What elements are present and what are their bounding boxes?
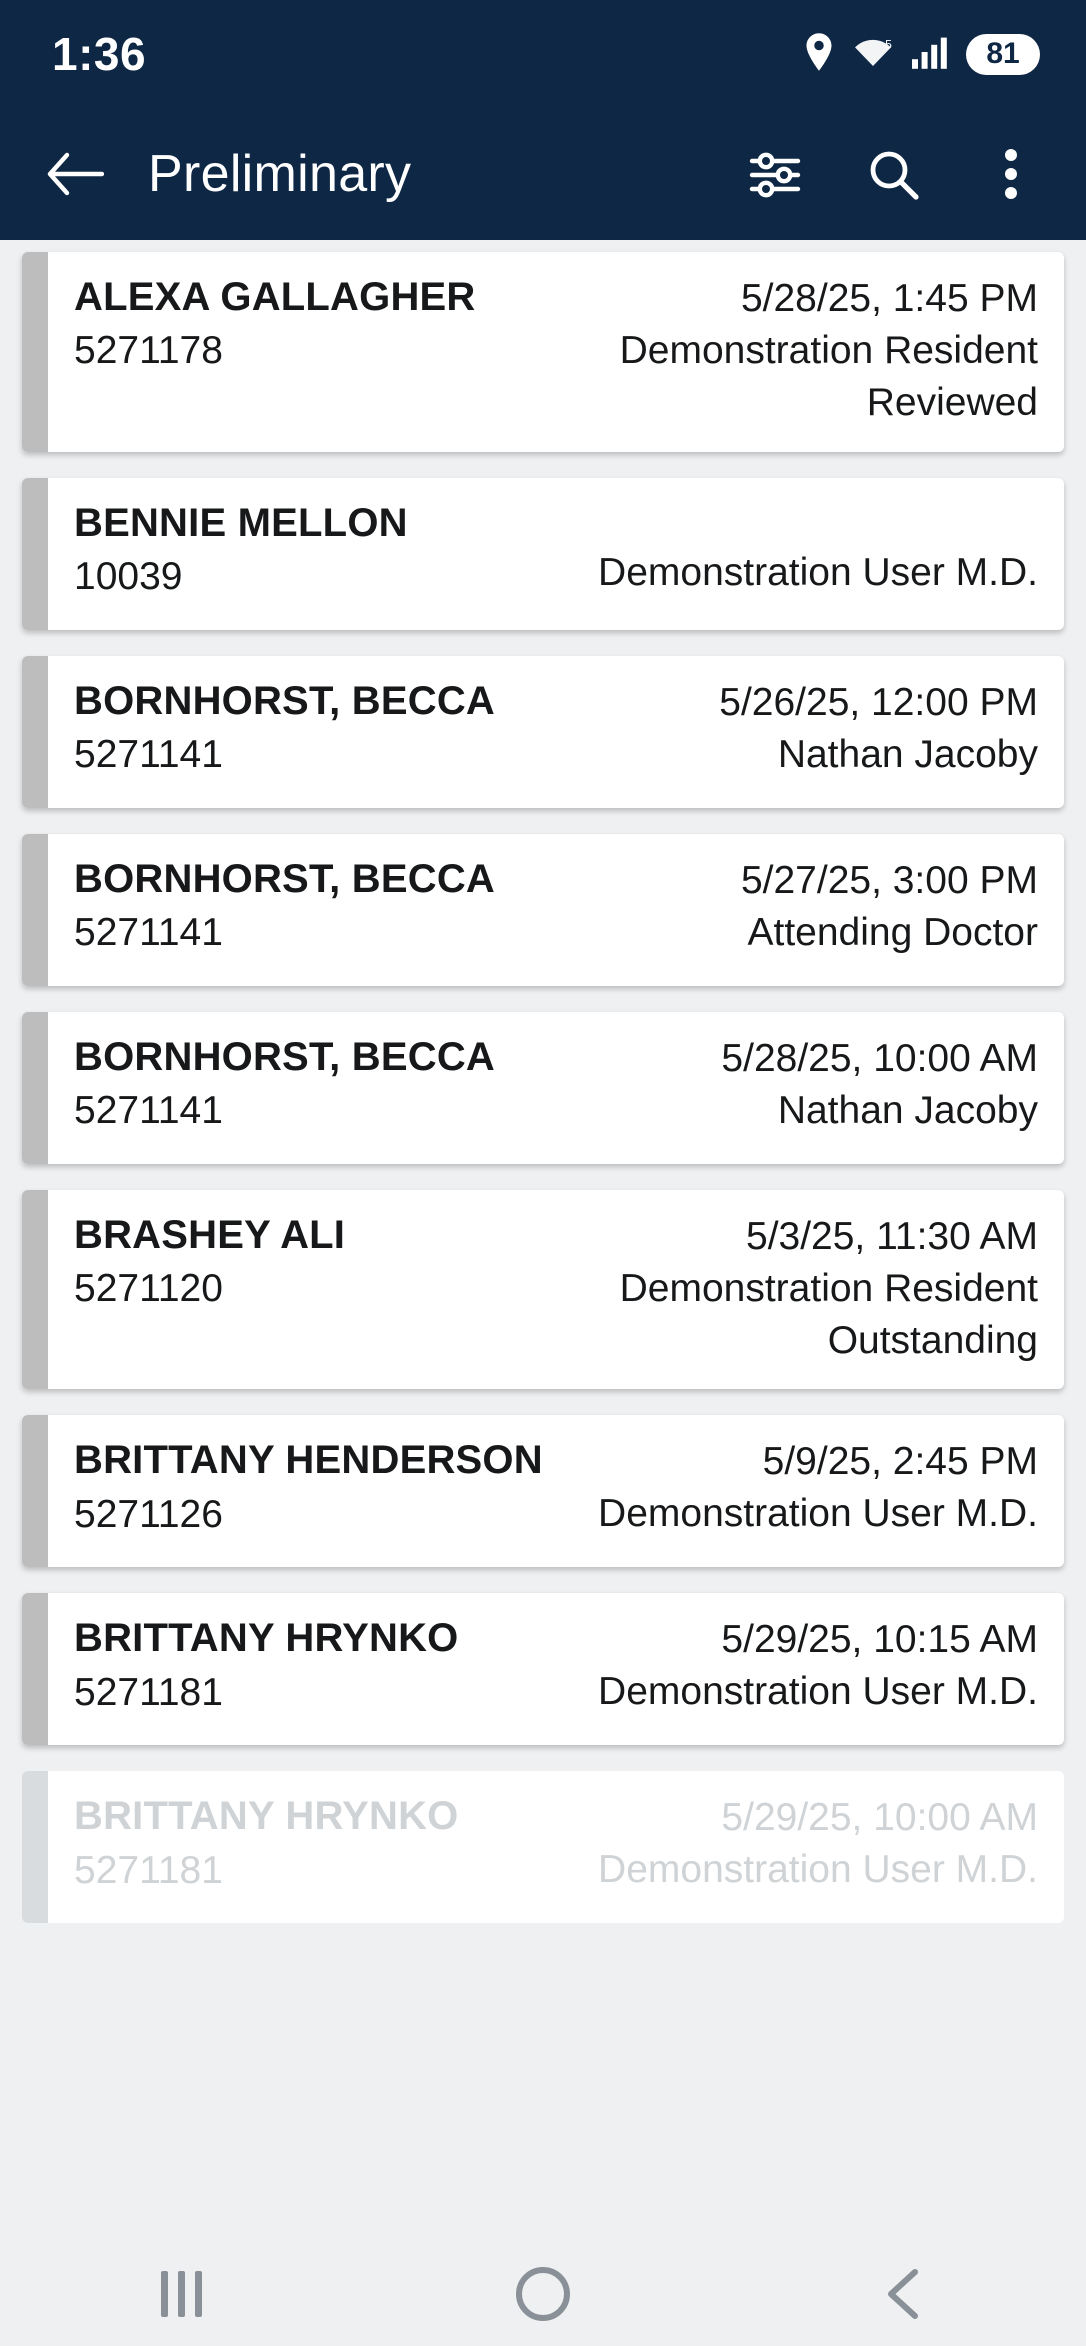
list-item-body <box>48 1593 1064 1745</box>
patient-name: BORNHORST, BECCA <box>74 678 495 723</box>
patient-id: 5271178 <box>74 329 223 373</box>
list-item[interactable] <box>22 656 1064 808</box>
signal-icon <box>912 35 948 74</box>
list-item-meta <box>476 274 1038 428</box>
list-item-primary <box>74 1212 345 1366</box>
meta-provider: Demonstration User M.D. <box>598 1848 1038 1892</box>
list-item-primary <box>74 1793 458 1899</box>
list-item-body <box>48 834 1064 986</box>
location-icon <box>804 33 834 76</box>
list-item-meta <box>345 1212 1038 1366</box>
list-item[interactable] <box>22 1190 1064 1390</box>
status-stripe <box>22 1771 48 1923</box>
status-stripe <box>22 1012 48 1164</box>
meta-provider: Demonstration User M.D. <box>598 550 1038 594</box>
back-icon[interactable] <box>845 2242 965 2346</box>
patient-id: 5271141 <box>74 1089 223 1133</box>
status-stripe <box>22 1593 48 1745</box>
list-item[interactable] <box>22 1593 1064 1745</box>
list-item-primary <box>74 274 476 428</box>
status-stripe <box>22 1190 48 1390</box>
list-item-meta <box>495 678 1038 784</box>
meta-provider: Attending Doctor <box>747 910 1038 954</box>
list-item-primary <box>74 856 495 962</box>
list-item-meta <box>458 1615 1038 1721</box>
recents-icon[interactable] <box>121 2242 241 2346</box>
meta-status: Outstanding <box>827 1318 1038 1362</box>
meta-timestamp: 5/3/25, 11:30 AM <box>746 1214 1038 1258</box>
list-item-body <box>48 656 1064 808</box>
meta-provider: Demonstration Resident <box>619 1266 1038 1310</box>
patient-id: 5271181 <box>74 1670 223 1714</box>
patient-id: 5271141 <box>74 733 223 777</box>
list-item[interactable] <box>22 834 1064 986</box>
home-icon[interactable] <box>483 2242 603 2346</box>
status-stripe <box>22 656 48 808</box>
list-item-body <box>48 1415 1064 1567</box>
patient-name: BORNHORST, BECCA <box>74 1034 495 1079</box>
list-item-body <box>48 252 1064 452</box>
meta-timestamp: 5/29/25, 10:00 AM <box>721 1796 1038 1840</box>
meta-timestamp: 5/26/25, 12:00 PM <box>719 680 1038 724</box>
status-stripe <box>22 252 48 452</box>
system-nav-bar <box>0 2242 1086 2346</box>
list-item-primary <box>74 1034 495 1140</box>
app-bar <box>0 108 1086 240</box>
overflow-menu-icon[interactable] <box>980 143 1042 205</box>
patient-id: 5271141 <box>74 911 223 955</box>
status-time: 1:36 <box>52 28 147 80</box>
meta-status: Reviewed <box>866 380 1038 424</box>
page-title: Preliminary <box>148 145 412 203</box>
meta-provider: Nathan Jacoby <box>777 1088 1038 1132</box>
meta-timestamp: 5/29/25, 10:15 AM <box>721 1618 1038 1662</box>
list-item[interactable] <box>22 1415 1064 1567</box>
meta-provider: Demonstration User M.D. <box>598 1492 1038 1536</box>
search-icon[interactable] <box>862 143 924 205</box>
list-item-body <box>48 1012 1064 1164</box>
patient-name: BRITTANY HRYNKO <box>74 1794 459 1839</box>
patient-id: 5271120 <box>74 1267 223 1311</box>
meta-provider: Demonstration User M.D. <box>598 1670 1038 1714</box>
patient-name: BRITTANY HENDERSON <box>74 1438 543 1483</box>
list-item-meta <box>458 1793 1038 1899</box>
list-item-meta <box>495 856 1038 962</box>
list-item-primary <box>74 500 408 606</box>
meta-provider: Nathan Jacoby <box>777 732 1038 776</box>
patient-name: BORNHORST, BECCA <box>74 856 495 901</box>
list-item-body <box>48 1771 1064 1923</box>
patient-list[interactable] <box>0 240 1086 2346</box>
meta-timestamp: 5/28/25, 1:45 PM <box>740 277 1038 320</box>
back-arrow-icon[interactable] <box>44 143 106 205</box>
app-bar-actions <box>744 143 1042 205</box>
list-item-primary <box>74 1615 458 1721</box>
status-stripe <box>22 478 48 630</box>
meta-provider: Demonstration Resident <box>619 328 1038 372</box>
patient-name: BENNIE MELLON <box>74 500 408 545</box>
patient-id: 10039 <box>74 555 183 599</box>
patient-name: BRITTANY HRYNKO <box>74 1616 459 1661</box>
meta-timestamp: 5/9/25, 2:45 PM <box>762 1440 1038 1484</box>
patient-id: 5271181 <box>74 1848 223 1892</box>
patient-name: BRASHEY ALI <box>74 1212 346 1257</box>
list-item[interactable] <box>22 1771 1064 1923</box>
wifi-icon <box>852 35 894 74</box>
status-icons <box>804 33 1040 76</box>
meta-timestamp: 5/27/25, 3:00 PM <box>740 858 1038 902</box>
list-item-primary <box>74 1437 543 1543</box>
list-item-meta <box>408 500 1038 606</box>
meta-timestamp: 5/28/25, 10:00 AM <box>721 1036 1038 1080</box>
list-item-meta <box>495 1034 1038 1140</box>
filter-icon[interactable] <box>744 143 806 205</box>
list-item-body <box>48 1190 1064 1390</box>
list-item-primary <box>74 678 495 784</box>
patient-id: 5271126 <box>74 1492 223 1536</box>
patient-name: ALEXA GALLAGHER <box>74 275 476 319</box>
status-stripe <box>22 1415 48 1567</box>
list-item[interactable] <box>22 478 1064 630</box>
list-item-body <box>48 478 1064 630</box>
status-bar <box>0 0 1086 108</box>
battery-indicator: 81 <box>966 34 1040 75</box>
list-item[interactable] <box>22 1012 1064 1164</box>
status-stripe <box>22 834 48 986</box>
svg-text:5: 5 <box>885 36 892 51</box>
list-item-meta <box>543 1437 1038 1543</box>
list-item[interactable] <box>22 252 1064 452</box>
